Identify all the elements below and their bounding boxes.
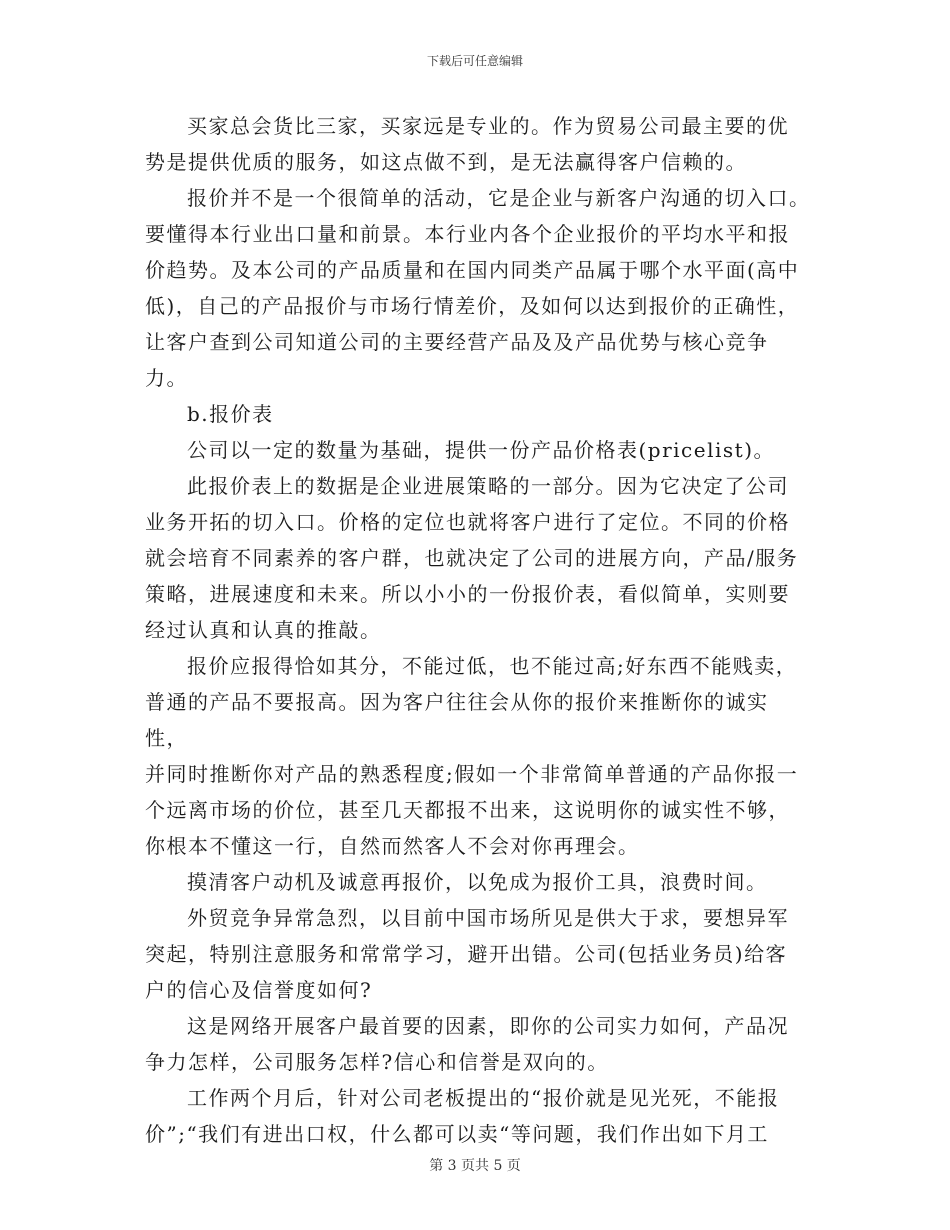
paragraph (145, 648, 811, 864)
paragraph-line: 争力怎样，公司服务怎样?信心和信誉是双向的。 (145, 1050, 609, 1074)
paragraph-line: 势是提供优质的服务，如这点做不到，是无法赢得客户信赖的。 (145, 150, 747, 174)
paragraph-line: 突起，特别注意服务和常常学习，避开出错。公司(包括业务员)给客 (145, 942, 788, 966)
paragraph-line: 低)，自己的产品报价与市场行情差价，及如何以达到报价的正确性， (145, 294, 800, 318)
paragraph (145, 864, 811, 900)
paragraph-line: 报价并不是一个很简单的活动，它是企业与新客户沟通的切入口。 (187, 186, 811, 210)
paragraph (145, 432, 811, 468)
paragraph-line: 报价应报得恰如其分，不能过低，也不能过高;好东西不能贱卖， (187, 654, 798, 678)
paragraph-line: 价趋势。及本公司的产品质量和在国内同类产品属于哪个水平面(高中 (145, 258, 800, 282)
paragraph-line: 就会培育不同素养的客户群，也就决定了公司的进展方向，产品/服务 (145, 546, 799, 570)
paragraph (145, 468, 811, 648)
section-heading (145, 396, 811, 432)
paragraph (145, 1008, 811, 1080)
paragraph-line: 外贸竞争异常急烈，以目前中国市场所见是供大于求，要想异军 (187, 906, 789, 930)
paragraph-line: 经过认真和认真的推敲。 (145, 618, 382, 642)
paragraph-line: 并同时推断你对产品的熟悉程度;假如一个非常简单普通的产品你报一 (145, 762, 799, 786)
paragraph-line: 策略，进展速度和未来。所以小小的一份报价表，看似简单，实则要 (145, 582, 790, 606)
paragraph (145, 1080, 811, 1152)
paragraph-line: 这是网络开展客户最首要的因素，即你的公司实力如何，产品况 (187, 1014, 789, 1038)
paragraph-line: 户的信心及信誉度如何? (145, 978, 373, 1002)
paragraph (145, 900, 811, 1008)
document-body (145, 108, 811, 1152)
paragraph-line: 普通的产品不要报高。因为客户往往会从你的报价来推断你的诚实性， (145, 690, 769, 750)
paragraph-line: 买家总会货比三家，买家远是专业的。作为贸易公司最主要的优 (187, 114, 789, 138)
page-footer: 第 3 页共 5 页 (429, 1158, 521, 1174)
paragraph-line: 此报价表上的数据是企业进展策略的一部分。因为它决定了公司 (187, 474, 789, 498)
paragraph-line: 价”;“我们有进出口权，什么都可以卖“等问题，我们作出如下月工 (145, 1122, 769, 1146)
paragraph-line: 要懂得本行业出口量和前景。本行业内各个企业报价的平均水平和报 (145, 222, 790, 246)
paragraph (145, 180, 811, 396)
paragraph-line: 工作两个月后，针对公司老板提出的“报价就是见光死，不能报 (187, 1086, 780, 1110)
paragraph-line: 你根本不懂这一行，自然而然客人不会对你再理会。 (145, 834, 640, 858)
paragraph-line: 让客户查到公司知道公司的主要经营产品及及产品优势与核心竞争力。 (145, 330, 769, 390)
page-header: 下载后可任意编辑 (426, 54, 523, 68)
paragraph-line: 业务开拓的切入口。价格的定位也就将客户进行了定位。不同的价格 (145, 510, 790, 534)
section-heading-text: b.报价表 (187, 402, 274, 426)
paragraph-line: 公司以一定的数量为基础，提供一份产品价格表(pricelist)。 (187, 438, 775, 462)
paragraph (145, 108, 811, 180)
paragraph-line: 摸清客户动机及诚意再报价，以免成为报价工具，浪费时间。 (187, 870, 768, 894)
paragraph-line: 个远离市场的价位，甚至几天都报不出来，这说明你的诚实性不够， (145, 798, 790, 822)
